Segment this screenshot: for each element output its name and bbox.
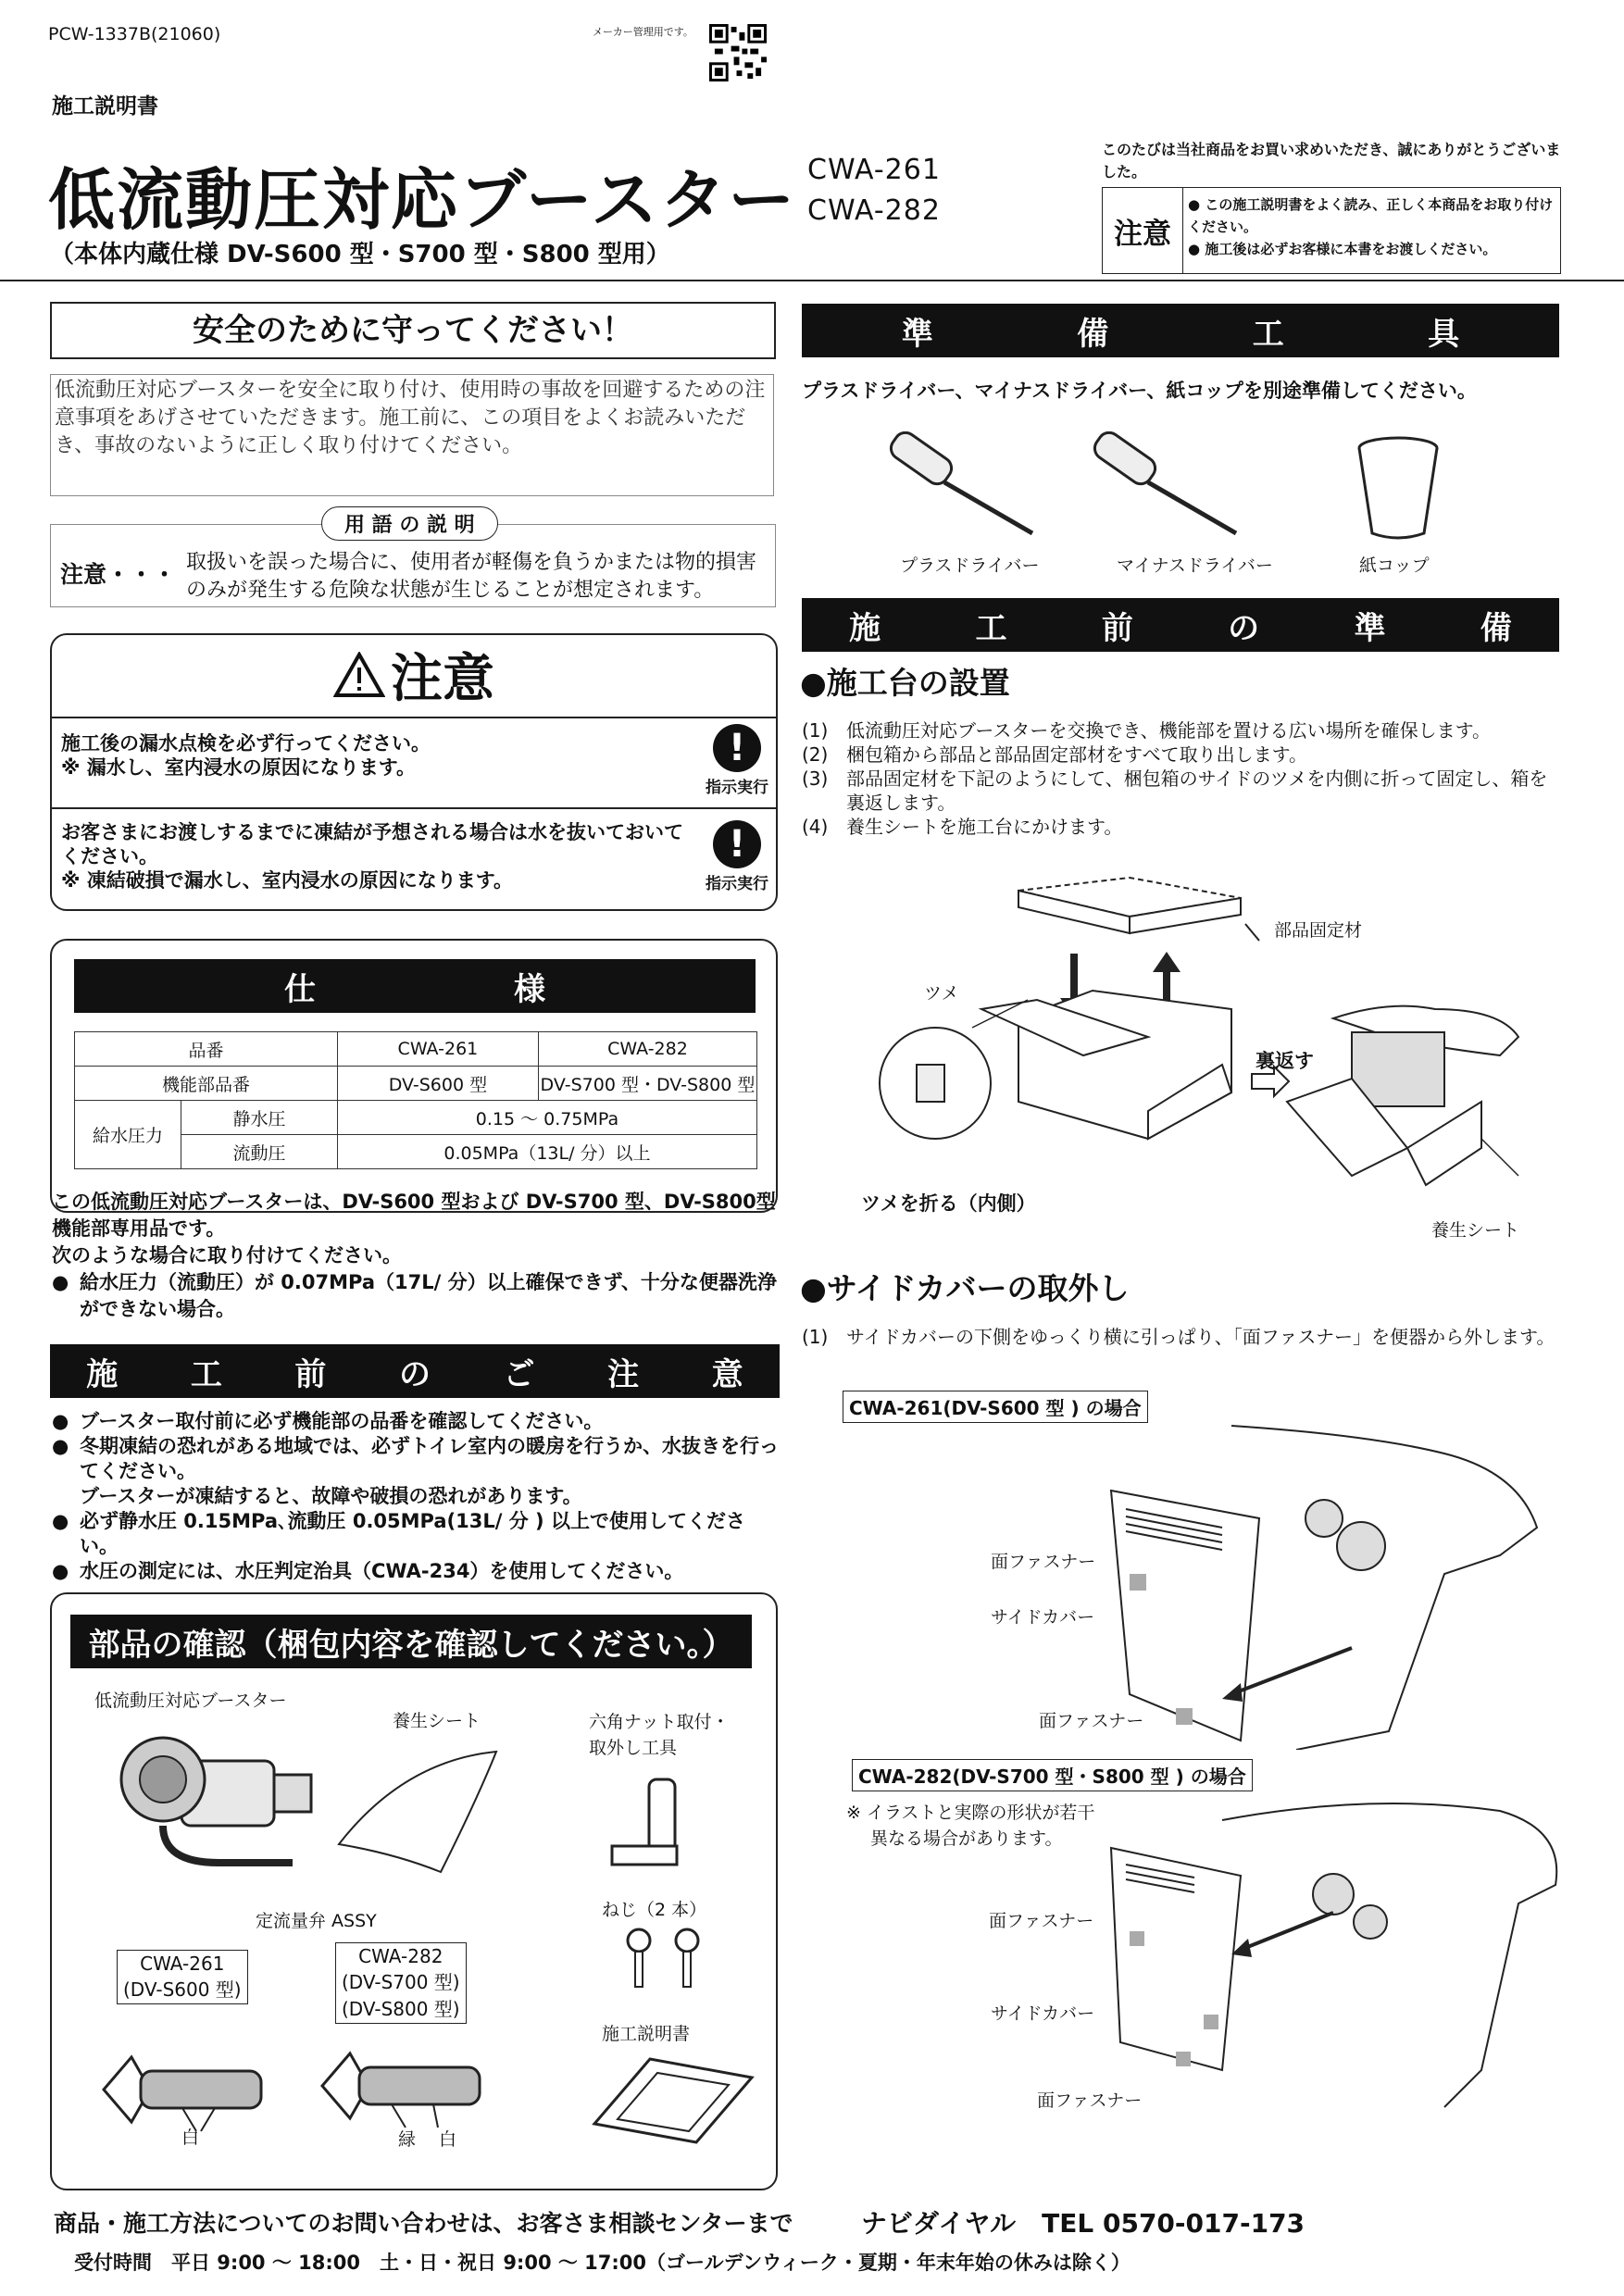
qr-code-icon: [709, 24, 767, 81]
reception-hours: 受付時間 平日 9:00 ～ 18:00 土・日・祝日 9:00 ～ 17:00（ゴールデンウィーク・夏期・年末年始の休みは除く）: [74, 2252, 1131, 2274]
color-label: 白: [181, 2128, 200, 2148]
step-item: (2) 梱包箱から部品と部品固定部材をすべて取り出します。: [802, 743, 1307, 766]
spec-heading: 仕 様: [74, 959, 756, 1013]
caution-item: 施工後の漏水点検を必ず行ってください。 ※ 漏水し、室内浸水の原因になります。: [61, 732, 431, 779]
qr-note: メーカー管理用です。: [593, 26, 693, 38]
screw-icon: [613, 1928, 715, 1992]
setup-steps: [802, 718, 1561, 839]
phillips-screwdriver-icon: [880, 431, 1046, 543]
step-item: (1) サイドカバーの下側をゆっくり横に引っぱり、「面ファスナー」を便器から外します。: [802, 1326, 1555, 1348]
case-label-261: CWA-261(DV-S600 型 ) の場合: [843, 1391, 1148, 1423]
model-number: CWA-282: [807, 194, 941, 227]
spec-box: [50, 939, 778, 1213]
figure-label: 面ファスナー: [989, 1911, 1094, 1931]
prep-heading: 施 工 前 の 準 備: [802, 598, 1559, 652]
caution-heading: 注意: [391, 649, 494, 709]
terms-label: 注意・・・: [60, 561, 177, 588]
figure-label: 面ファスナー: [991, 1552, 1096, 1572]
divider: [52, 717, 776, 718]
part-label: 施工説明書: [602, 2024, 691, 2044]
contact-text: 商品・施工方法についてのお問い合わせは、お客さま相談センターまで: [54, 2210, 793, 2237]
cover-title: ●サイドカバーの取外し: [800, 1270, 1130, 1306]
figure-label: 裏返す: [1255, 1050, 1314, 1072]
tool-label: マイナスドライバー: [1117, 555, 1273, 576]
part-label: 定流量弁 ASSY: [256, 1911, 377, 1931]
figure-label: サイドカバー: [991, 2003, 1095, 2024]
side-cover-261-figure: [1093, 1416, 1574, 1750]
booster-icon: [107, 1715, 330, 1872]
precautions-list: [52, 1409, 783, 1584]
figure-label: ツメ: [924, 983, 959, 1004]
action-mark: ! 指示実行: [700, 724, 774, 797]
notice-label: 注意: [1103, 188, 1183, 273]
step-item: (1) 低流動圧対応ブースターを交換でき、機能部を置ける広い場所を確保します。: [802, 719, 1491, 742]
figure-label: ツメを折る（内側）: [861, 1192, 1036, 1215]
list-item: ● 必ず静水圧 0.15MPa､流動圧 0.05MPa(13L/ 分 ) 以上で使用してください。: [52, 1509, 783, 1559]
spec-description: この低流動圧対応ブースターは、DV-S600 型および DV-S700 型、DV-S800型機能部専用品です。 次のような場合に取り付けてください。 ● 給水圧力（流動圧）が 0.07MPa（17L/ 分）以上確保できず、十分な便器洗浄ができない場合。: [52, 1189, 783, 1323]
part-label: ねじ（2 本）: [602, 1900, 707, 1920]
parts-heading: 部品の確認（梱包内容を確認してください。）: [70, 1615, 752, 1668]
paper-cup-icon: [1352, 433, 1444, 544]
tool-label: プラスドライバー: [900, 555, 1040, 576]
figure-label: 部品固定材: [1274, 920, 1363, 941]
thanks-text: このたびは当社商品をお買い求めいただき、誠にありがとうございました。: [1102, 141, 1561, 181]
figure-label: サイドカバー: [991, 1607, 1095, 1628]
caution-box: [50, 633, 778, 911]
part-label: 六角ナット取付・ 取外し工具: [589, 1712, 730, 1758]
flat-screwdriver-icon: [1083, 431, 1250, 543]
exclamation-icon: !: [713, 724, 761, 772]
safety-intro: 低流動圧対応ブースターを安全に取り付け、使用時の事故を回避するための注意事項をあげさせていただきます。施工前に、この項目をよくお読みいただき、事故のないように正しく取り付けてください。: [50, 374, 774, 496]
terms-text: 取扱いを誤った場合に、使用者が軽傷を負うかまたは物的損害のみが発生する危険な状態が生じることが想定されます。: [186, 551, 757, 602]
figure-label: 面ファスナー: [1037, 2090, 1143, 2111]
warning-icon: [333, 652, 385, 698]
header-divider: [0, 280, 1624, 281]
list-item: ● ブースター取付前に必ず機能部の品番を確認してください。: [52, 1409, 783, 1434]
model-numbers: [807, 150, 941, 231]
case-label-282: CWA-282(DV-S700 型・S800 型 ) の場合: [852, 1759, 1253, 1791]
valve-261-label: CWA-261 (DV-S600 型): [117, 1950, 248, 2004]
list-item: ● 水圧の測定には、水圧判定治具（CWA-234）を使用してください。: [52, 1559, 783, 1584]
figure-label: 面ファスナー: [1039, 1711, 1144, 1731]
part-label: 養生シート: [393, 1711, 481, 1731]
side-cover-282-figure: [1093, 1792, 1574, 2126]
model-number: CWA-261: [807, 154, 941, 186]
figure-label: 養生シート: [1431, 1220, 1520, 1241]
safety-title: 安全のために守ってください！: [50, 302, 776, 359]
step-item: (3) 部品固定材を下記のようにして、梱包箱のサイドのツメを内側に折って固定し、箱を裏返します。: [802, 767, 1548, 814]
manual-icon: [576, 2050, 761, 2152]
cover-steps: [802, 1324, 1561, 1350]
step-item: (4) 養生シートを施工台にかけます。: [802, 816, 1123, 838]
document-code: PCW-1337B(21060): [48, 24, 221, 44]
parts-box: [50, 1592, 778, 2190]
caution-header: [52, 635, 776, 715]
valve-282-icon: [313, 2035, 498, 2137]
spec-table: 品番 CWA-261 CWA-282 機能部品番 DV-S600 型 DV-S700 型・DV-S800 型 給水圧力 静水圧 0.15 ～ 0.75MPa 流動圧 0.05MPa（13L/ 分）以上: [74, 1031, 757, 1169]
shape-note: ※ イラストと実際の形状が若干 異なる場合があります。: [846, 1803, 1095, 1849]
precautions-heading: 施 工 前 の ご 注 意: [50, 1344, 780, 1398]
valve-282-label: CWA-282 (DV-S700 型) (DV-S800 型): [335, 1942, 467, 2024]
notice-item: ● 施工後は必ずお客様に本書をお渡しください。: [1188, 241, 1497, 257]
list-item: ● 冬期凍結の恐れがある地域では、必ずトイレ室内の暖房を行うか、水抜きを行ってください。 ブースターが凍結すると、故障や破損の恐れがあります。: [52, 1434, 783, 1509]
setup-figure: [870, 870, 1537, 1222]
tools-text: プラスドライバー、マイナスドライバー、紙コップを別途準備してください。: [802, 380, 1477, 402]
part-label: 低流動圧対応ブースター: [94, 1691, 287, 1711]
divider: [52, 807, 776, 809]
color-label: 白: [439, 2129, 457, 2150]
color-label: 緑: [398, 2129, 417, 2150]
tool-label: 紙コップ: [1359, 555, 1430, 576]
setup-title: ●施工台の設置: [800, 665, 1010, 701]
terms-title: 用 語 の 説 明: [321, 506, 498, 541]
terms-box: [50, 514, 776, 607]
navi-dial: ナビダイヤル TEL 0570-017-173: [861, 2208, 1305, 2239]
notice-item: ● この施工説明書をよく読み、正しく本商品をお取り付けください。: [1188, 196, 1554, 235]
action-mark: ! 指示実行: [700, 820, 774, 893]
page-title: 低流動圧対応ブースター: [48, 161, 797, 239]
exclamation-icon: !: [713, 820, 761, 868]
tool-icon: [598, 1770, 700, 1890]
tools-heading: 準 備 工 具: [802, 304, 1559, 357]
page-subtitle: （本体内蔵仕様 DV-S600 型・S700 型・S800 型用）: [50, 241, 670, 268]
document-type: 施工説明書: [52, 94, 158, 119]
curing-sheet-icon: [330, 1742, 515, 1881]
caution-item: お客さまにお渡しするまでに凍結が予想される場合は水を抜いておいてください。 ※ 凍結破損で漏水し、室内浸水の原因になります。: [61, 821, 683, 892]
notice-box: [1102, 187, 1561, 274]
